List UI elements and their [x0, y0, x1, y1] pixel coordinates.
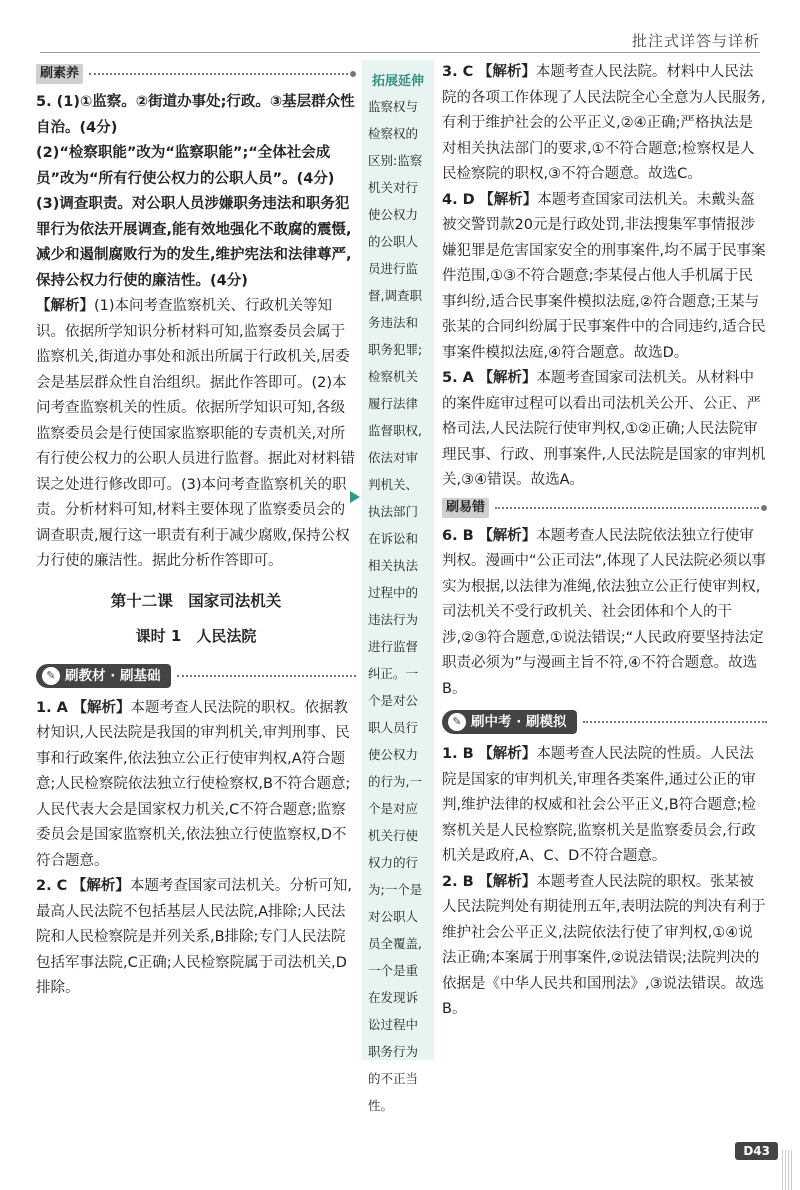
dotted-rule [177, 675, 356, 677]
analysis-q5: 【解析】(1)本问考查监察机关、行政机关等知识。依据所学知识分析材料可知,监察委员会属于监察机关,街道办事处和派出所属于行政机关,居委会是基层群众性自治组织。据此作答即可。(2)本问考查监察机关的性质。依据所学知识可知,各级监察委员会是行使国家监察职能的专责机关,对所有行使公权力的公职人员进行监督。据此对材料错误之处进行修改即可。(3)本问考查监察机关的职责。分析材料可知,材料主要体现了监察委员会的调查职责,履行这一职责有利于减少腐败,保持公权力行使的廉洁性。据此分析作答即可。 [36, 298, 355, 569]
extension-sidebar [362, 60, 434, 1113]
arrow-pointer-icon [350, 491, 360, 503]
extension-body: 监察权与检察权的区别:监察机关对行使公权力的公职人员进行监督,调查职务违法和职务犯罪;检察机关履行法律监督职权,依法对审判机关、执法部门在诉讼和相关执法过程中的违法行为进行监督纠正。一个是对公职人员行使公权力的行为,一个是对应机关行使权力的行为;一个是对公职人员全覆盖,一个是重在发现诉讼过程中职务行为的不正当性。 [368, 99, 423, 1113]
answer-q2: 2. C 【解析】本题考查国家司法机关。分析可知,最高人民法院不包括基层人民法院,A排除;人民法院和人民检察院是并列关系,B排除;专门人民法院包括军事法院,C正确;人民检察院属于司法机关,D排除。 [36, 878, 353, 996]
badge-exam: ✎ 刷中考 · 刷模拟 [442, 710, 577, 734]
lesson-subtitle: 课时 1 人民法院 [135, 627, 257, 645]
pen-icon: ✎ [42, 667, 60, 685]
dotted-rule [495, 507, 759, 509]
answer-q4: 4. D 【解析】本题考查国家司法机关。未戴头盔被交警罚款20元是行政处罚,非法搜集军事情报涉嫌犯罪是危害国家安全的刑事案件,均不属于民事案件范围,①③不符合题意;李某侵占他人手机属于民事纠纷,适合民事案件模拟法庭,②符合题意;王某与张某的合同纠纷属于民事案件中的合同违约,适合民事案件模拟法庭,④符合题意。故选D。 [442, 191, 766, 361]
section-tag: 刷素养 [36, 64, 83, 84]
extension-title: 拓展延伸 [371, 74, 424, 89]
dot-end [761, 505, 767, 511]
left-column [36, 60, 356, 1002]
answer-m2: 2. B 【解析】本题考查人民法院的职权。张某被人民法院判处有期徒刑五年,表明法院的判决有利于维护社会公平正义,法院依法行使了审判权,①④说法正确;本案属于刑事案件,②说法错误;法院判决的依据是《中华人民共和国刑法》,③说法错误。故选B。 [442, 873, 766, 1017]
section-tag-error: 刷易错 [442, 498, 489, 518]
answer-q5-part3: (3)调查职责。对公职人员涉嫌职务违法和职务犯罪行为依法开展调查,能有效地强化不敢腐的震慑,减少和遏制腐败行为的发生,维护宪法和法律尊严,保持公权力行使的廉洁性。(4分) [36, 196, 352, 289]
section-tag-row-error [442, 496, 767, 520]
dotted-rule [583, 721, 767, 723]
answer-q5-choice: 5. A 【解析】本题考查国家司法机关。从材料中的案件庭审过程可以看出司法机关公开、公正、严格司法,人民法院行使审判权,①②正确;人民法院审理民事、行政、刑事案件,人民法院是国家的审判机关,③④错误。故选A。 [442, 370, 766, 488]
badge-row-basic [36, 662, 356, 690]
answer-q5-part2: (2)“检察职能”改为“监察职能”;“全体社会成员”改为“所有行使公权力的公职人员”。(4分) [36, 145, 335, 187]
page-edge-decoration [782, 1150, 794, 1190]
answer-q6: 6. B 【解析】本题考查人民法院依法独立行使审判权。漫画中“公正司法”,体现了人民法院必须以事实为根据,以法律为准绳,依法独立公正行使审判权,司法机关不受行政机关、社会团体和个人的干涉,②③符合题意,①说法错误;“人民政府要坚持法定职责必须为”与漫画主旨不符,④不符合题意。故选B。 [442, 527, 767, 697]
badge-basic: ✎ 刷教材 · 刷基础 [36, 664, 171, 688]
answer-m1: 1. B 【解析】本题考查人民法院的性质。人民法院是国家的审判机关,审理各类案件,通过公正的审判,维护法律的权威和社会公平正义,B符合题意;检察机关是人民检察院,监察机关是监察委员会,行政机关是政府,A、C、D不符合题意。 [442, 746, 757, 864]
dotted-rule [89, 73, 348, 75]
page-number: D43 [735, 1142, 778, 1160]
header-divider [40, 52, 760, 53]
header-title: 批注式详答与详析 [631, 32, 760, 50]
lesson-title: 第十二课 国家司法机关 [110, 591, 282, 610]
answer-q5-part1: 5. (1)①监察。②街道办事处;行政。③基层群众性自治。(4分) [36, 94, 355, 136]
answer-q1: 1. A 【解析】本题考查人民法院的职权。依据教材知识,人民法院是我国的审判机关,审判刑事、民事和行政案件,依法独立公正行使审判权,A符合题意;人民检察院依法独立行使检察权,B不符合题意;人民代表大会是国家权力机关,C不符合题意;监察委员会是国家监察机关,依法独立行使监察权,D不符合题意。 [36, 699, 351, 869]
section-tag-row [36, 62, 356, 86]
answer-q3: 3. C 【解析】本题考查人民法院。材料中人民法院的各项工作体现了人民法院全心全意为人民服务,有利于维护社会的公平正义,②④正确;严格执法是对相关执法部门的要求,①不符合题意;检察权是人民检察院的职权,③不符合题意。故选C。 [442, 64, 766, 182]
badge-row-exam [442, 708, 767, 736]
right-column [442, 60, 767, 1023]
page-header [0, 0, 800, 58]
dot-end [350, 71, 356, 77]
pen-icon: ✎ [448, 713, 466, 731]
